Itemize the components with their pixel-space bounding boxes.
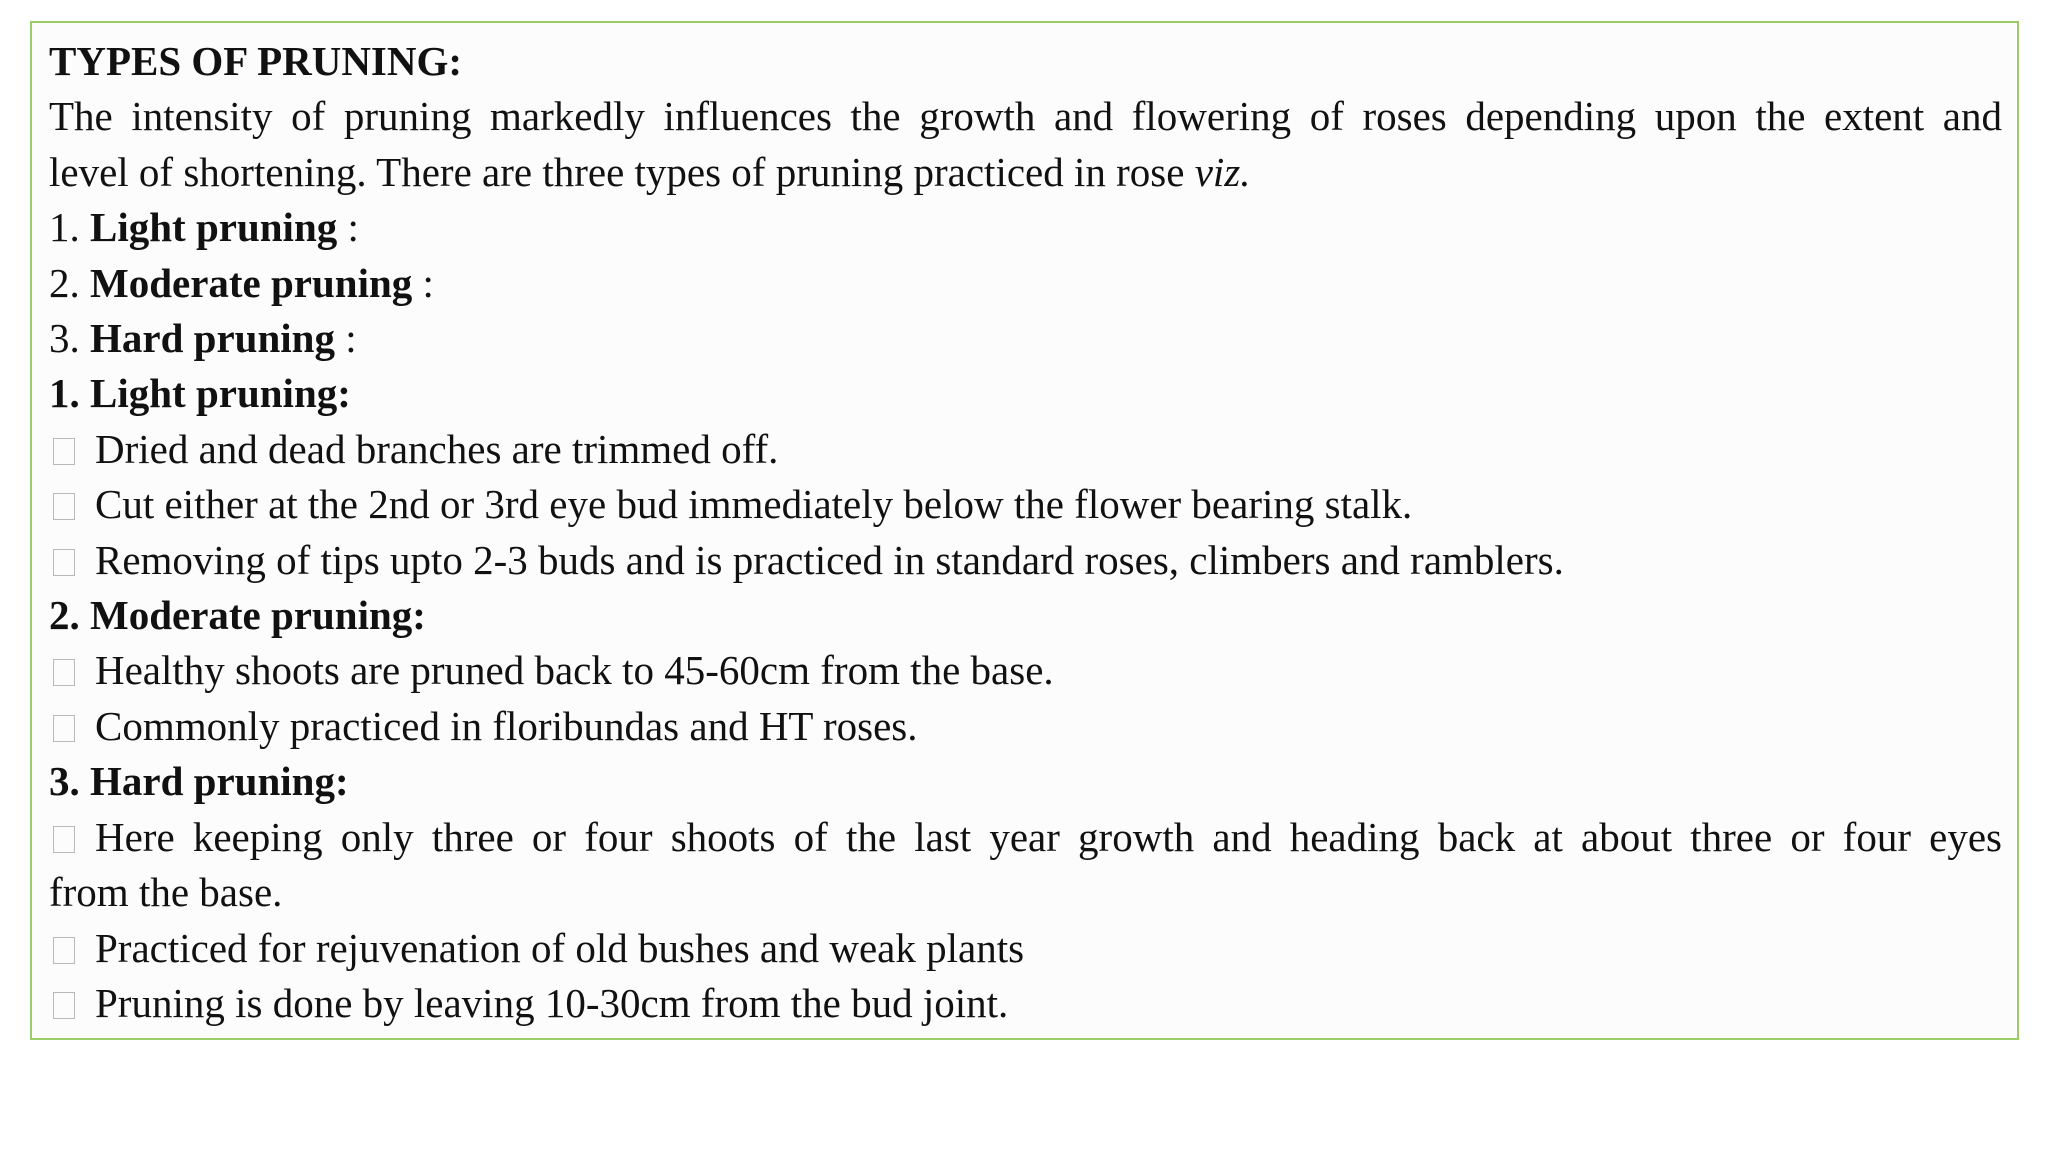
types-list-name: Hard pruning [90, 315, 335, 362]
bullet-box-icon [53, 826, 75, 853]
bullet-box-icon [53, 992, 75, 1019]
bullet-text: Commonly practiced in floribundas and HT roses. [95, 702, 918, 749]
bullet-item [49, 533, 2002, 588]
bullet-box-icon [53, 715, 75, 742]
types-list-suffix: : [412, 259, 434, 306]
types-list-suffix: : [337, 204, 359, 251]
bullet-box-icon [53, 549, 75, 576]
bullet-text: Cut either at the 2nd or 3rd eye bud immediately below the flower bearing stalk. [95, 481, 1413, 528]
bullet-text: Healthy shoots are pruned back to 45-60cm from the base. [95, 647, 1054, 694]
bullet-item [49, 921, 2002, 976]
bullet-box-icon [53, 438, 75, 465]
intro-viz: viz. [1194, 148, 1251, 195]
bullet-item [49, 643, 2002, 698]
types-list-suffix: : [334, 315, 357, 362]
section-heading-moderate: 2. Moderate pruning: [49, 592, 426, 639]
bullet-item-wrapped-line-1 [49, 810, 2002, 865]
bullet-box-icon [53, 659, 75, 686]
content-box [30, 21, 2019, 1040]
bullet-text: Dried and dead branches are trimmed off. [95, 425, 779, 472]
bullet-text: Removing of tips upto 2-3 buds and is practiced in standard roses, climbers and ramblers. [95, 536, 1564, 583]
types-list-item-2 [49, 256, 2002, 311]
bullet-text: Pruning is done by leaving 10-30cm from the bud joint. [95, 979, 1009, 1026]
intro-line-1: The intensity of pruning markedly influences the growth and flowering of roses depending upon the extent and [49, 93, 2002, 140]
page-title: TYPES OF PRUNING: [49, 38, 463, 84]
bullet-item [49, 976, 2002, 1031]
types-list-item-1 [49, 200, 2002, 255]
bullet-text: Practiced for rejuvenation of old bushes and weak plants [95, 924, 1025, 971]
bullet-item [49, 477, 2002, 532]
bullet-text: Here keeping only three or four shoots of the last year growth and heading back at about three or four eyes [95, 813, 2002, 860]
bullet-box-icon [53, 937, 75, 964]
types-list-number: 2. [49, 259, 90, 306]
section-heading-hard: 3. Hard pruning: [49, 758, 349, 805]
bullet-box-icon [53, 493, 75, 520]
bullet-item-wrapped-line-2: from the base. [49, 869, 283, 916]
types-list-number: 1. [49, 204, 90, 251]
bullet-item [49, 422, 2002, 477]
section-heading-light: 1. Light pruning: [49, 370, 351, 417]
types-list-number: 3. [49, 315, 90, 362]
intro-line-2-text: level of shortening. There are three types of pruning practiced in rose [49, 148, 1195, 195]
types-list-item-3 [49, 311, 2002, 366]
bullet-item [49, 699, 2002, 754]
types-list-name: Moderate pruning [90, 259, 413, 306]
types-list-name: Light pruning [90, 204, 338, 251]
intro-line-2 [49, 145, 2002, 200]
